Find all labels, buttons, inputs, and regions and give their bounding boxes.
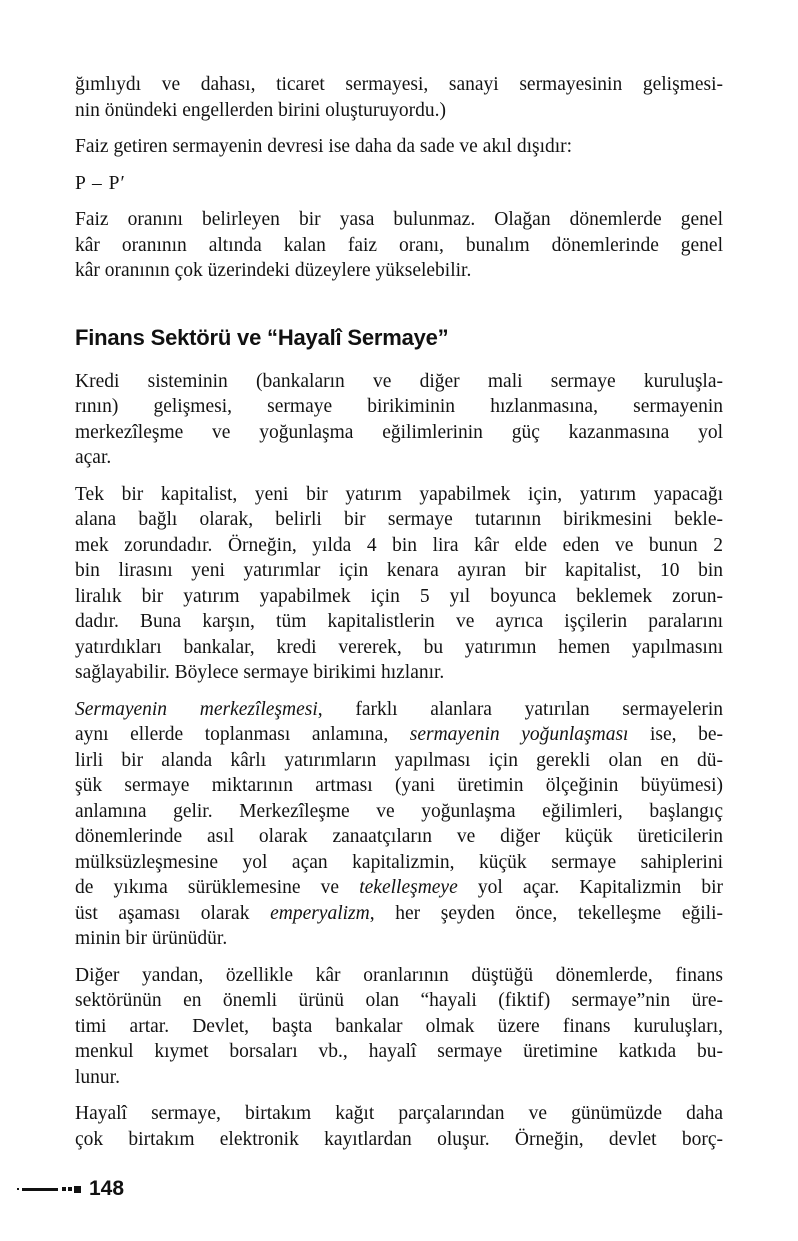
paragraph-tek-kapitalist: Tek bir kapitalist, yeni bir yatırım yapabilmek için, yatırım yapacağı alana bağlı olarak, belirli bir sermaye tutarının birikmesini bekle- mek zorundadır. Örneğin, yılda 4 bin lira kâr elde eden ve bunun 2 bin lirasını yeni yatırımlar için kenara ayıran bir kapitalist, 10 bin liralık bir yatırım yapabilmek için 5 yıl boyunca beklemek zorun- dadır. Buna karşın, tüm kapitalistlerin ve ayrıca işçilerin paralarını yatırdıkları bankalar, kredi vererek, bu yatırımın hemen yapılmasını sağlayabilir. Böylece sermaye birikimi hızlanır. bbox=[75, 483, 723, 683]
paragraph-hayali-sermaye-uretimi: Diğer yandan, özellikle kâr oranlarının düştüğü dönemlerde, finans sektörünün en önemli ürünü olan “hayali (fiktif) sermaye”nin üre- timi artar. Devlet, başta bankalar olmak üzere finans kuruluşları, menkul kıymet borsaları vb., hayalî sermaye üretimine katkıda bu- lunur. bbox=[75, 964, 723, 1088]
section-heading: Finans Sektörü ve “Hayalî Sermaye” bbox=[75, 324, 449, 350]
paragraph-hayali-sermaye-tanim: Hayalî sermaye, birtakım kağıt parçalarından ve günümüzde daha çok birtakım elektronik kayıtlardan oluşur. Örneğin, devlet borç- bbox=[75, 1103, 723, 1150]
footer-dot-decoration bbox=[17, 1188, 19, 1190]
footer-rule-line bbox=[22, 1188, 58, 1191]
page-footer bbox=[17, 1178, 124, 1200]
paragraph-continuation: ğımlıydı ve dahası, ticaret sermayesi, sanayi sermayesinin gelişmesi- nin önündeki engellerden birini oluşturuyordu.) bbox=[75, 74, 723, 121]
formula-p-p-prime: P – P′ bbox=[75, 172, 126, 194]
paragraph-merkezilesme: Sermayenin merkezîleşmesi, farklı alanlara yatırılan sermayelerin aynı ellerde toplanması anlamına, sermayenin yoğunlaşması ise, be- lirli bir alanda kârlı yatırımların yapılması için gerekli olan en dü- şük sermaye miktarının artması (yani üretimin ölçeğinin büyümesi) anlamına gelir. Merkezîleşme ve yoğunlaşma eğilimleri, başlangıç dönemlerinde asıl olarak zanaatçıların ve diğer küçük üreticilerin mülksüzleşmesine yol açan kapitalizmin, küçük sermaye sahiplerini de yıkıma sürüklemesine ve tekelleşmeye yol açar. Kapitalizmin bir üst aşaması olarak emperyalizm, her şeyden önce, tekelleşme eğili- minin bir ürünüdür. bbox=[75, 698, 724, 949]
page-body bbox=[75, 72, 723, 1163]
page-number: 148 bbox=[89, 1177, 125, 1200]
footer-square-icon bbox=[68, 1187, 72, 1191]
footer-square-icon bbox=[62, 1187, 66, 1191]
footer-square-icon bbox=[74, 1186, 81, 1193]
paragraph-kredi-sistemi: Kredi sisteminin (bankaların ve diğer mali sermaye kuruluşla- rının) gelişmesi, sermaye birikiminin hızlanmasına, sermayenin merkezîleşme ve yoğunlaşma eğilimlerinin güç kazanmasına yol açar. bbox=[75, 370, 723, 468]
paragraph-faiz-devresi: Faiz getiren sermayenin devresi ise daha da sade ve akıl dışıdır: bbox=[75, 136, 573, 157]
paragraph-faiz-orani: Faiz oranını belirleyen bir yasa bulunmaz. Olağan dönemlerde genel kâr oranının altında kalan faiz oranı, bunalım dönemlerinde genel kâr oranının çok üzerindeki düzeylere yükselebilir. bbox=[75, 209, 723, 281]
